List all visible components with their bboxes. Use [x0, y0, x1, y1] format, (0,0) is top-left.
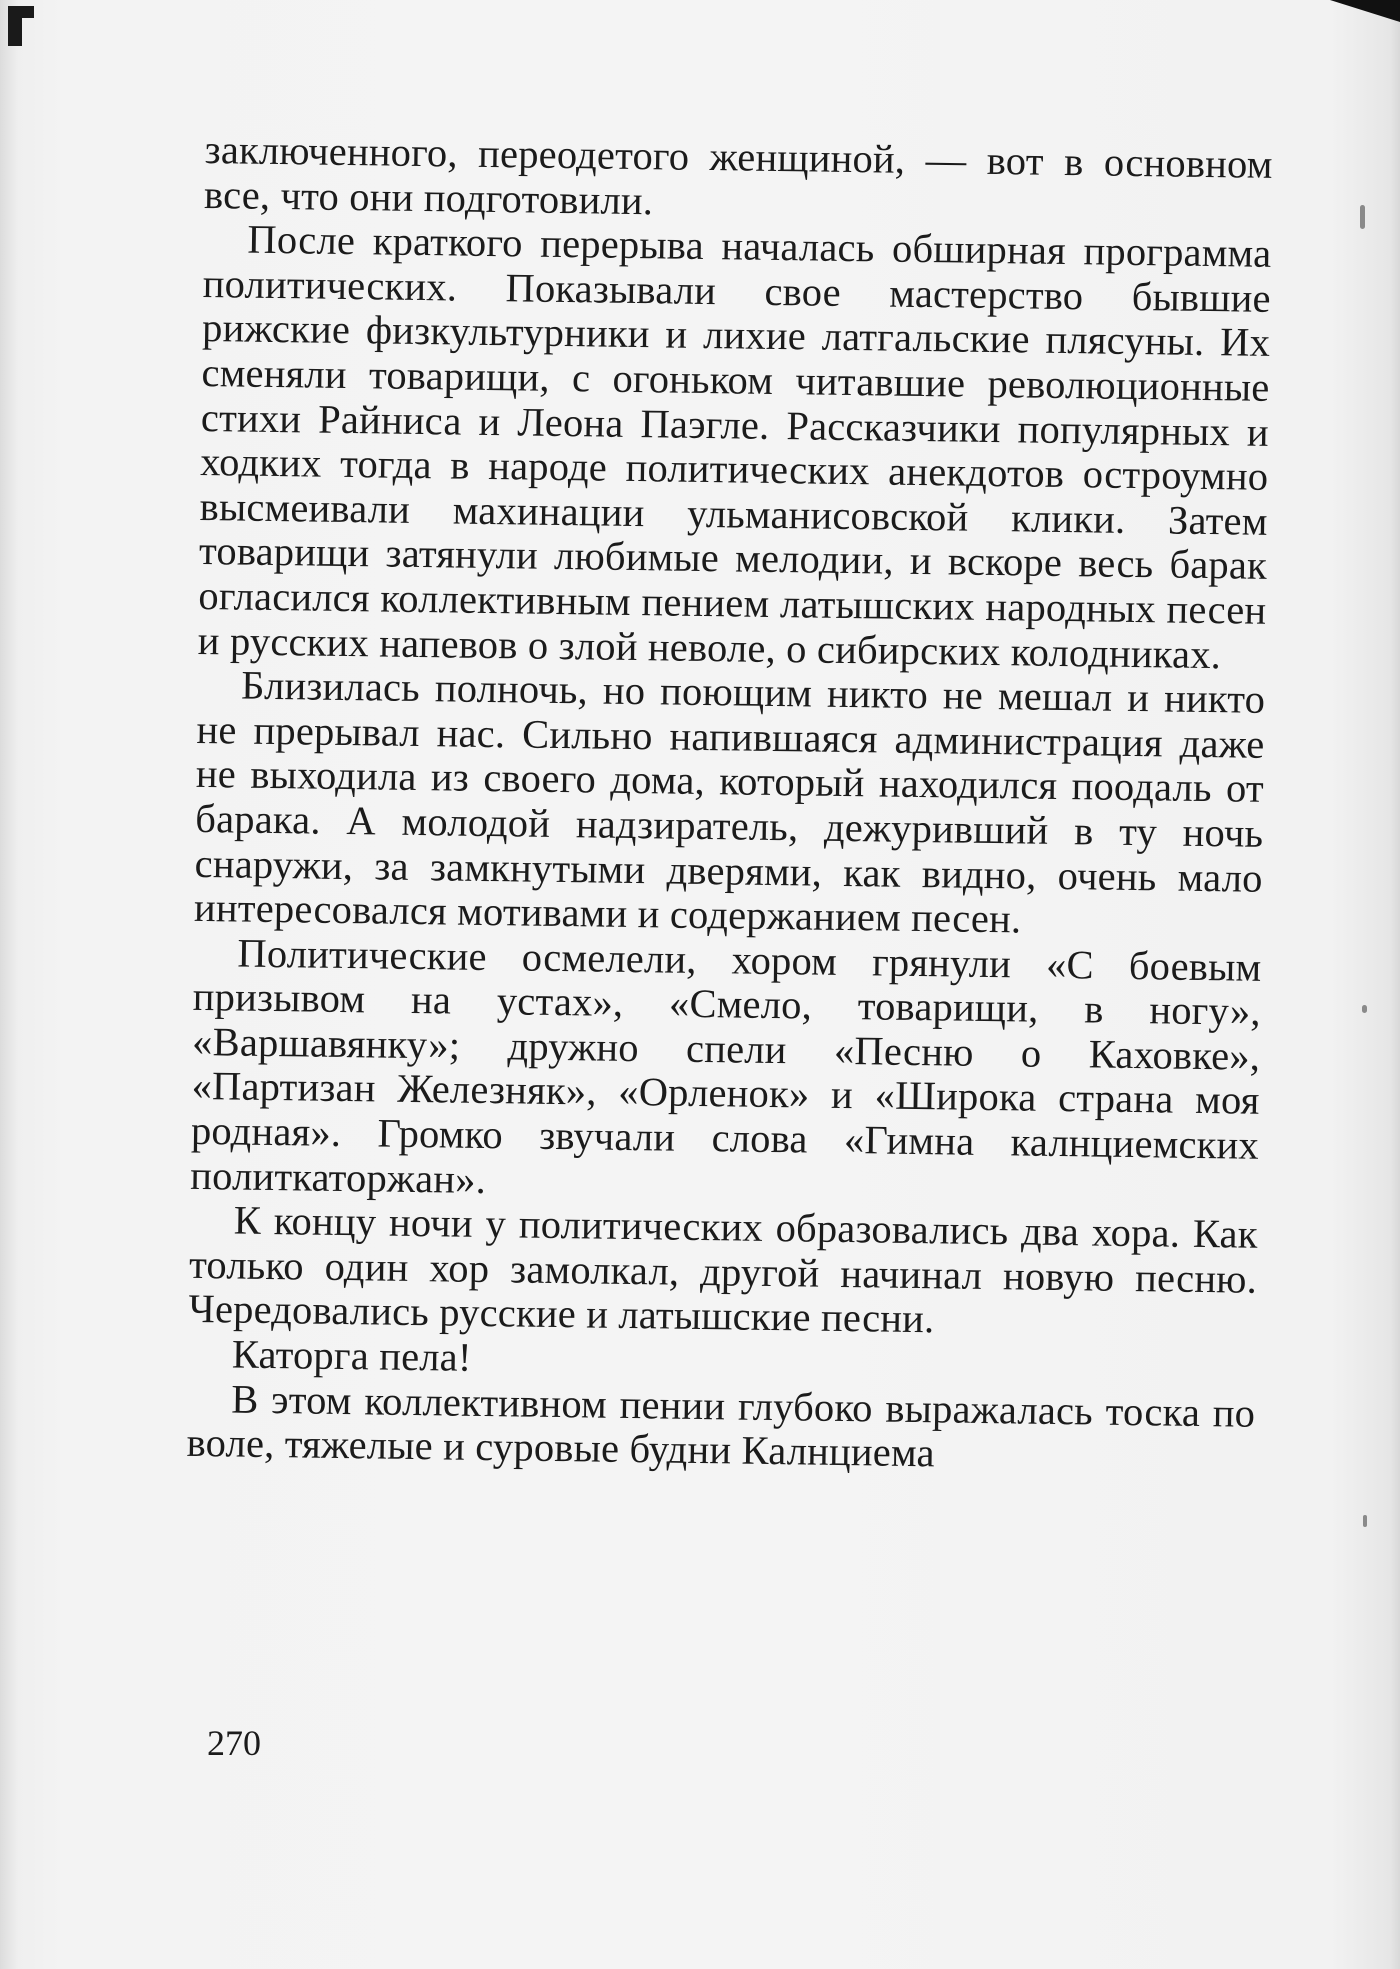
paragraph: заключенного, переодетого женщиной, — вот в основном все, что они подготовили.	[203, 127, 1273, 223]
paragraph: Каторга пела!	[231, 1331, 472, 1380]
scan-speck	[1362, 1005, 1367, 1013]
paragraph: Политические осмелели, хором грянули «С боевым призывом на устах», «Смело, товарищи, в ногу», «Варшавянку»; дружно спели «Песню о Каховке», «Партизан Железняк», «Орленок» и «Широка страна моя родная». Громко звучали слова «Гимна калнциемских политкаторжан».	[190, 930, 1262, 1202]
page-number: 270	[207, 1723, 261, 1763]
scan-speck	[1363, 1515, 1367, 1527]
paragraph: Близилась полночь, но поющим никто не мешал и никто не прерывал нас. Сильно напившаяся администрация даже не выходила из своего дома, который находился поодаль от барака. А молодой надзиратель, дежуривший в ту ночь снаружи, за замкнутыми дверями, как видно, очень мало интересовался мотивами и содержанием песен.	[193, 662, 1266, 942]
scan-corner-mark	[8, 6, 22, 46]
scan-corner-shadow	[1330, 0, 1400, 22]
body-text	[186, 128, 1273, 1481]
scan-speck	[1360, 205, 1365, 229]
paragraph: После краткого перерыва началась обширная программа политических. Показывали свое мастерство бывшие рижские физкультурники и лихие латгальские плясуны. Их сменяли товарищи, с огоньком читавшие революционные стихи Райниса и Леона Паэгле. Рассказчики популярных и ходких тогда в народе политических анекдотов остроумно высмеивали махинации ульманисовской клики. Затем товарищи затянули любимые мелодии, и вскоре весь барак огласился коллективным пением латышских народных песен и русских напевов о злой неволе, о сибирских колодниках.	[197, 216, 1272, 677]
paragraph: В этом коллективном пении глубоко выражалась тоска по воле, тяжелые и суровые будни Калнциема	[186, 1376, 1256, 1476]
paragraph: К концу ночи у политических образовались два хора. Как только один хор замолкал, другой начинал новую песню. Чередовались русские и латышские песни.	[188, 1197, 1258, 1342]
